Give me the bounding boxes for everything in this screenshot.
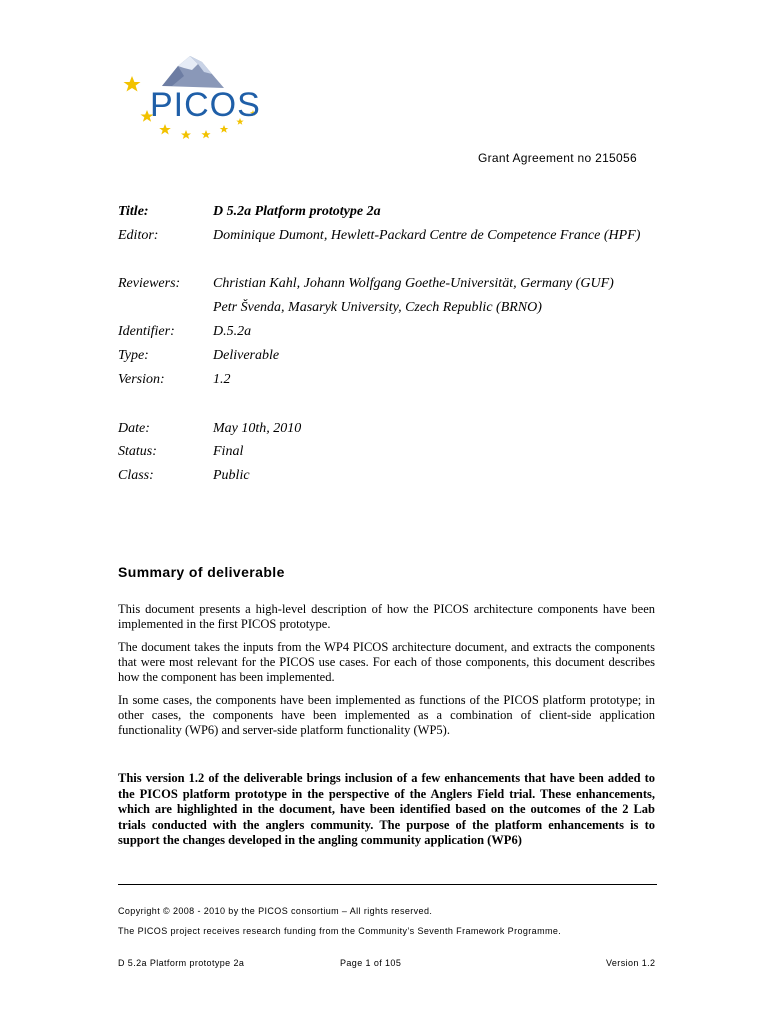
status-value: Final — [213, 444, 244, 459]
identifier-label: Identifier: — [118, 324, 175, 339]
type-value: Deliverable — [213, 348, 280, 363]
title-value: D 5.2a Platform prototype 2a — [213, 204, 381, 219]
logo-text: PICOS — [150, 86, 261, 124]
editor-value: Dominique Dumont, Hewlett-Packard Centre de Competence France (HPF) — [213, 228, 641, 243]
summary-paragraph-1: This document presents a high-level description of how the PICOS architecture components have been implemented in the first PICOS prototype. — [118, 602, 655, 631]
identifier-value: D.5.2a — [213, 324, 252, 339]
reviewers-label: Reviewers: — [118, 276, 181, 291]
reviewers-value-1: Christian Kahl, Johann Wolfgang Goethe-Universität, Germany (GUF) — [213, 276, 614, 291]
summary-paragraph-2: The document takes the inputs from the WP4 PICOS architecture document, and extracts the components that were most relevant for the PICOS use cases. For each of those components, this document describes how the component has been implemented. — [118, 640, 655, 684]
date-value: May 10th, 2010 — [213, 421, 302, 436]
mountain-graphic — [162, 56, 224, 88]
title-label: Title: — [118, 204, 149, 219]
version-label: Version: — [118, 372, 165, 387]
summary-paragraph-4: This version 1.2 of the deliverable brings inclusion of a few enhancements that have been added to the PICOS platform prototype in the perspective of the Anglers Field trial. These enhancements, which are highlighted in the document, have been identified based on the outcomes of the 2 Lab trials conducted with the anglers community. The purpose of the platform enhancements is to support the changes developed in the angling community application (WP6) — [118, 771, 655, 847]
copyright-notice: Copyright © 2008 - 2010 by the PICOS consortium – All rights reserved. — [118, 906, 433, 916]
funding-notice: The PICOS project receives research funding from the Community’s Seventh Framework Programme. — [118, 926, 562, 936]
footer-rule — [118, 884, 657, 885]
status-label: Status: — [118, 444, 157, 459]
summary-paragraph-3: In some cases, the components have been implemented as functions of the PICOS platform prototype; in other cases, the components have been implemented as a combination of client-side application functionality (WP6) and server-side platform functionality (WP5). — [118, 693, 655, 737]
version-value: 1.2 — [213, 372, 231, 387]
editor-label: Editor: — [118, 228, 159, 243]
type-label: Type: — [118, 348, 149, 363]
grant-agreement: Grant Agreement no 215056 — [478, 151, 637, 165]
reviewers-value-2: Petr Švenda, Masaryk University, Czech Republic (BRNO) — [213, 300, 542, 315]
footer-page-number: Page 1 of 105 — [340, 958, 402, 968]
picos-logo — [120, 48, 270, 148]
class-value: Public — [213, 468, 250, 483]
summary-heading: Summary of deliverable — [118, 564, 285, 580]
class-label: Class: — [118, 468, 154, 483]
date-label: Date: — [118, 421, 150, 436]
footer-version: Version 1.2 — [606, 958, 656, 968]
footer-doc-title: D 5.2a Platform prototype 2a — [118, 958, 245, 968]
